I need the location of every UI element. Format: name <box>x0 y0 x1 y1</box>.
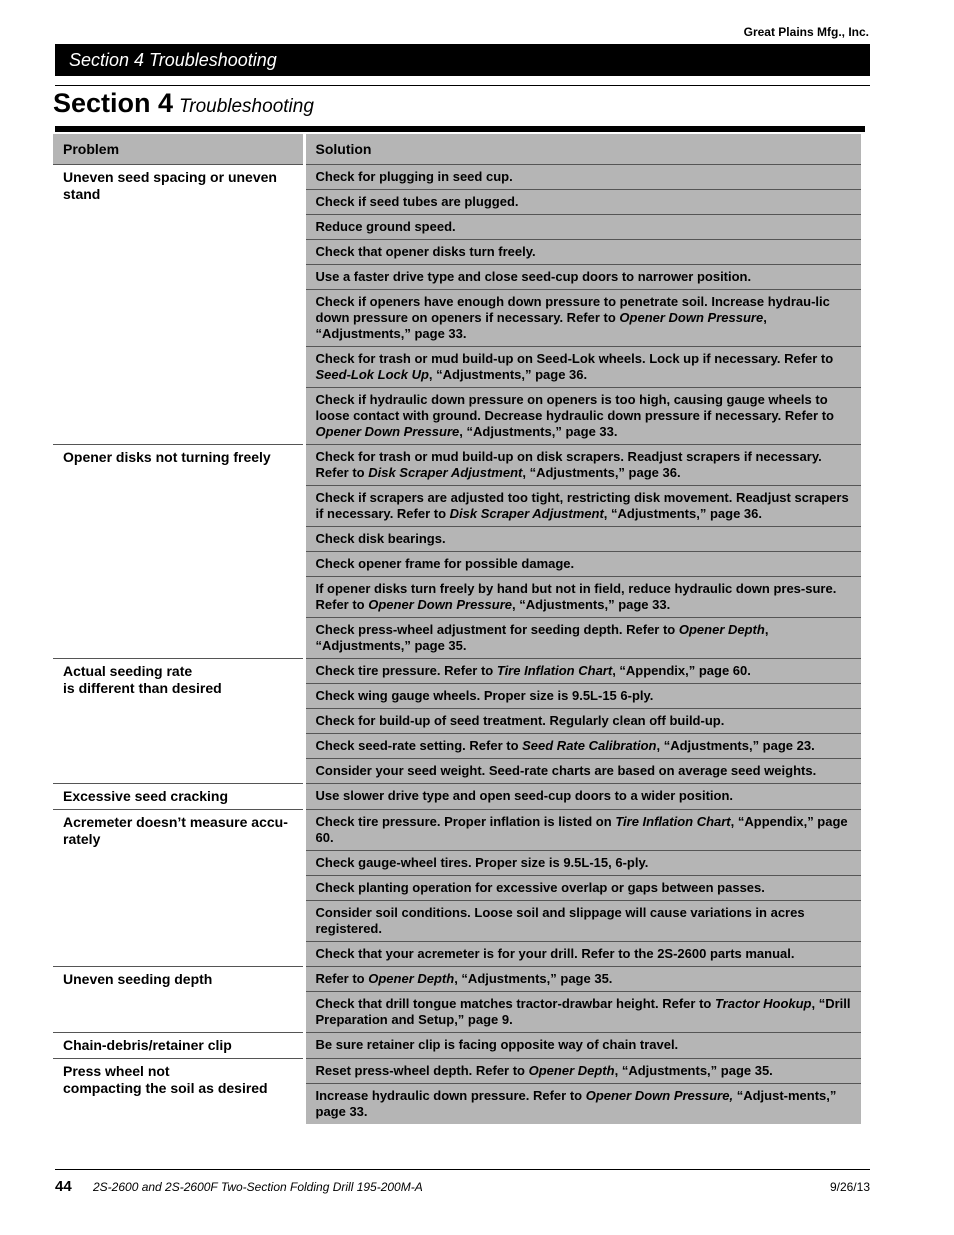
problem-cell: Excessive seed cracking <box>53 784 304 810</box>
solution-text: Be sure retainer clip is facing opposite way of chain travel. <box>315 1037 679 1052</box>
problem-cell: Actual seeding rate is different than desired <box>53 659 304 784</box>
solution-text: Use a faster drive type and close seed-cup doors to narrower position. <box>315 269 752 284</box>
solution-column-header: Solution <box>304 134 861 165</box>
problem-cell: Uneven seed spacing or uneven stand <box>53 165 304 445</box>
solution-text: , “Adjustments,” page 36. <box>522 465 681 480</box>
solution-cell <box>304 942 861 967</box>
solution-cell <box>304 445 861 486</box>
solution-text: Check seed-rate setting. Refer to <box>315 738 523 753</box>
solution-cell <box>304 240 861 265</box>
solution-reference: Tire Inflation Chart <box>496 663 613 678</box>
solution-text: , “Drill Preparation and Setup,” page 9. <box>315 996 851 1027</box>
solution-text: Check press-wheel adjustment for seeding depth. Refer to <box>315 622 679 637</box>
solution-cell <box>304 659 861 684</box>
solution-text: Reset press-wheel depth. Refer to <box>315 1063 529 1078</box>
solution-text: , “Appendix,” page 60. <box>612 663 751 678</box>
solution-reference: Opener Down Pressure <box>368 597 513 612</box>
solution-text: Check for trash or mud build-up on Seed-Lok wheels. Lock up if necessary. Refer to <box>315 351 834 366</box>
solution-text: Check planting operation for excessive overlap or gaps between passes. <box>315 880 765 895</box>
table-header-row <box>53 134 861 165</box>
solution-text: “Adjust-ments,” page 33. <box>315 1088 837 1119</box>
solution-cell <box>304 684 861 709</box>
solution-cell <box>304 265 861 290</box>
solution-reference: Disk Scraper Adjustment <box>449 506 604 521</box>
solution-reference: Disk Scraper Adjustment <box>368 465 523 480</box>
solution-cell <box>304 851 861 876</box>
header-rule <box>55 85 870 86</box>
solution-reference: Tire Inflation Chart <box>615 814 731 829</box>
solution-reference: Opener Down Pressure, <box>585 1088 734 1103</box>
solution-text: Refer to <box>315 971 369 986</box>
solution-cell <box>304 876 861 901</box>
solution-cell <box>304 552 861 577</box>
solution-cell <box>304 290 861 347</box>
title-main: Section 4 <box>53 88 174 118</box>
solution-text: , “Adjustments,” page 33. <box>459 424 618 439</box>
solution-cell <box>304 784 861 810</box>
solution-text: Check if openers have enough down pressure to penetrate soil. Increase hydrau-lic down pressure on openers if necessary. Refer to <box>315 294 830 325</box>
section-banner: Section 4 Troubleshooting <box>55 44 870 76</box>
solution-text: Check opener frame for possible damage. <box>315 556 575 571</box>
problem-cell: Opener disks not turning freely <box>53 445 304 659</box>
solution-text: Use slower drive type and open seed-cup doors to a wider position. <box>315 788 734 803</box>
solution-text: Check tire pressure. Refer to <box>315 663 497 678</box>
solution-text: , “Adjustments,” page 36. <box>428 367 588 382</box>
solution-text: Check that drill tongue matches tractor-drawbar height. Refer to <box>315 996 715 1011</box>
solution-cell <box>304 1059 861 1084</box>
solution-cell <box>304 165 861 190</box>
page-title <box>53 88 314 119</box>
solution-cell <box>304 709 861 734</box>
problem-column-header: Problem <box>53 134 304 165</box>
solution-reference: Opener Down Pressure <box>315 424 460 439</box>
table-row <box>53 445 861 486</box>
solution-text: , “Adjustments,” page 23. <box>656 738 815 753</box>
solution-cell <box>304 810 861 851</box>
solution-cell <box>304 577 861 618</box>
solution-cell <box>304 527 861 552</box>
solution-text: Check if scrapers are adjusted too tight, restricting disk movement. Readjust scrapers if necessary. Refer to <box>315 490 849 521</box>
solution-cell <box>304 388 861 445</box>
solution-reference: Tractor Hookup <box>714 996 812 1011</box>
solution-reference: Seed-Lok Lock Up <box>315 367 429 382</box>
solution-text: Check if seed tubes are plugged. <box>315 194 519 209</box>
company-name: Great Plains Mfg., Inc. <box>743 25 869 39</box>
solution-text: Reduce ground speed. <box>315 219 456 234</box>
solution-text: Check if hydraulic down pressure on openers is too high, causing gauge wheels to loose contact with ground. Decrease hydraulic down pressure if necessary. Refer to <box>315 392 834 423</box>
solution-text: , “Adjustments,” page 35. <box>454 971 613 986</box>
problem-cell: Chain-debris/retainer clip <box>53 1033 304 1059</box>
solution-text: If opener disks turn freely by hand but not in field, reduce hydraulic down pres-sure. Refer to <box>315 581 837 612</box>
solution-cell <box>304 347 861 388</box>
solution-text: Check for plugging in seed cup. <box>315 169 513 184</box>
document-date: 9/26/13 <box>829 1180 870 1194</box>
document-title: 2S-2600 and 2S-2600F Two-Section Folding Drill 195-200M-A <box>93 1180 423 1194</box>
solution-text: Check wing gauge wheels. Proper size is 9.5L-15 6-ply. <box>315 688 654 703</box>
solution-text: , “Adjustments,” page 33. <box>512 597 671 612</box>
solution-reference: Opener Depth <box>368 971 455 986</box>
solution-cell <box>304 1033 861 1059</box>
solution-text: , “Adjustments,” page 35. <box>315 622 769 653</box>
problem-cell: Press wheel not compacting the soil as desired <box>53 1059 304 1125</box>
solution-cell <box>304 967 861 992</box>
solution-reference: Opener Down Pressure <box>619 310 764 325</box>
solution-cell <box>304 486 861 527</box>
solution-reference: Seed Rate Calibration <box>522 738 657 753</box>
solution-text: Check that opener disks turn freely. <box>315 244 536 259</box>
solution-text: Check for trash or mud build-up on disk scrapers. Readjust scrapers if necessary. Refer to <box>315 449 822 480</box>
solution-text: Check that your acremeter is for your drill. Refer to the 2S-2600 parts manual. <box>315 946 795 961</box>
problem-cell: Uneven seeding depth <box>53 967 304 1033</box>
solution-text: , “Adjustments,” page 36. <box>603 506 762 521</box>
solution-text: Check gauge-wheel tires. Proper size is 9.5L-15, 6-ply. <box>315 855 649 870</box>
table-row <box>53 659 861 684</box>
footer-rule <box>55 1169 870 1170</box>
solution-text: Consider soil conditions. Loose soil and slippage will cause variations in acres registered. <box>315 905 805 936</box>
table-row <box>53 165 861 190</box>
solution-reference: Opener Depth <box>678 622 765 637</box>
solution-reference: Opener Depth <box>528 1063 615 1078</box>
table-body <box>53 165 861 1125</box>
solution-cell <box>304 1084 861 1125</box>
page-number: 44 <box>55 1178 72 1195</box>
solution-cell <box>304 901 861 942</box>
title-rule <box>55 126 865 132</box>
solution-text: , “Adjustments,” page 35. <box>614 1063 773 1078</box>
title-sub: Troubleshooting <box>179 96 314 117</box>
table-row <box>53 810 861 851</box>
solution-cell <box>304 992 861 1033</box>
troubleshooting-table <box>53 134 861 1124</box>
solution-text: Increase hydraulic down pressure. Refer to <box>315 1088 586 1103</box>
solution-text: Consider your seed weight. Seed-rate charts are based on average seed weights. <box>315 763 817 778</box>
solution-text: Check for build-up of seed treatment. Regularly clean off build-up. <box>315 713 725 728</box>
solution-cell <box>304 190 861 215</box>
table-row <box>53 1033 861 1059</box>
solution-cell <box>304 215 861 240</box>
solution-text: Check disk bearings. <box>315 531 446 546</box>
table-row <box>53 967 861 992</box>
solution-text: , “Appendix,” page 60. <box>315 814 848 845</box>
solution-cell <box>304 618 861 659</box>
problem-cell: Acremeter doesn’t measure accu-rately <box>53 810 304 967</box>
table-row <box>53 784 861 810</box>
solution-text: Check tire pressure. Proper inflation is listed on <box>315 814 616 829</box>
solution-text: , “Adjustments,” page 33. <box>315 310 767 341</box>
table-row <box>53 1059 861 1084</box>
page-footer <box>55 1178 870 1198</box>
solution-cell <box>304 734 861 759</box>
solution-cell <box>304 759 861 784</box>
